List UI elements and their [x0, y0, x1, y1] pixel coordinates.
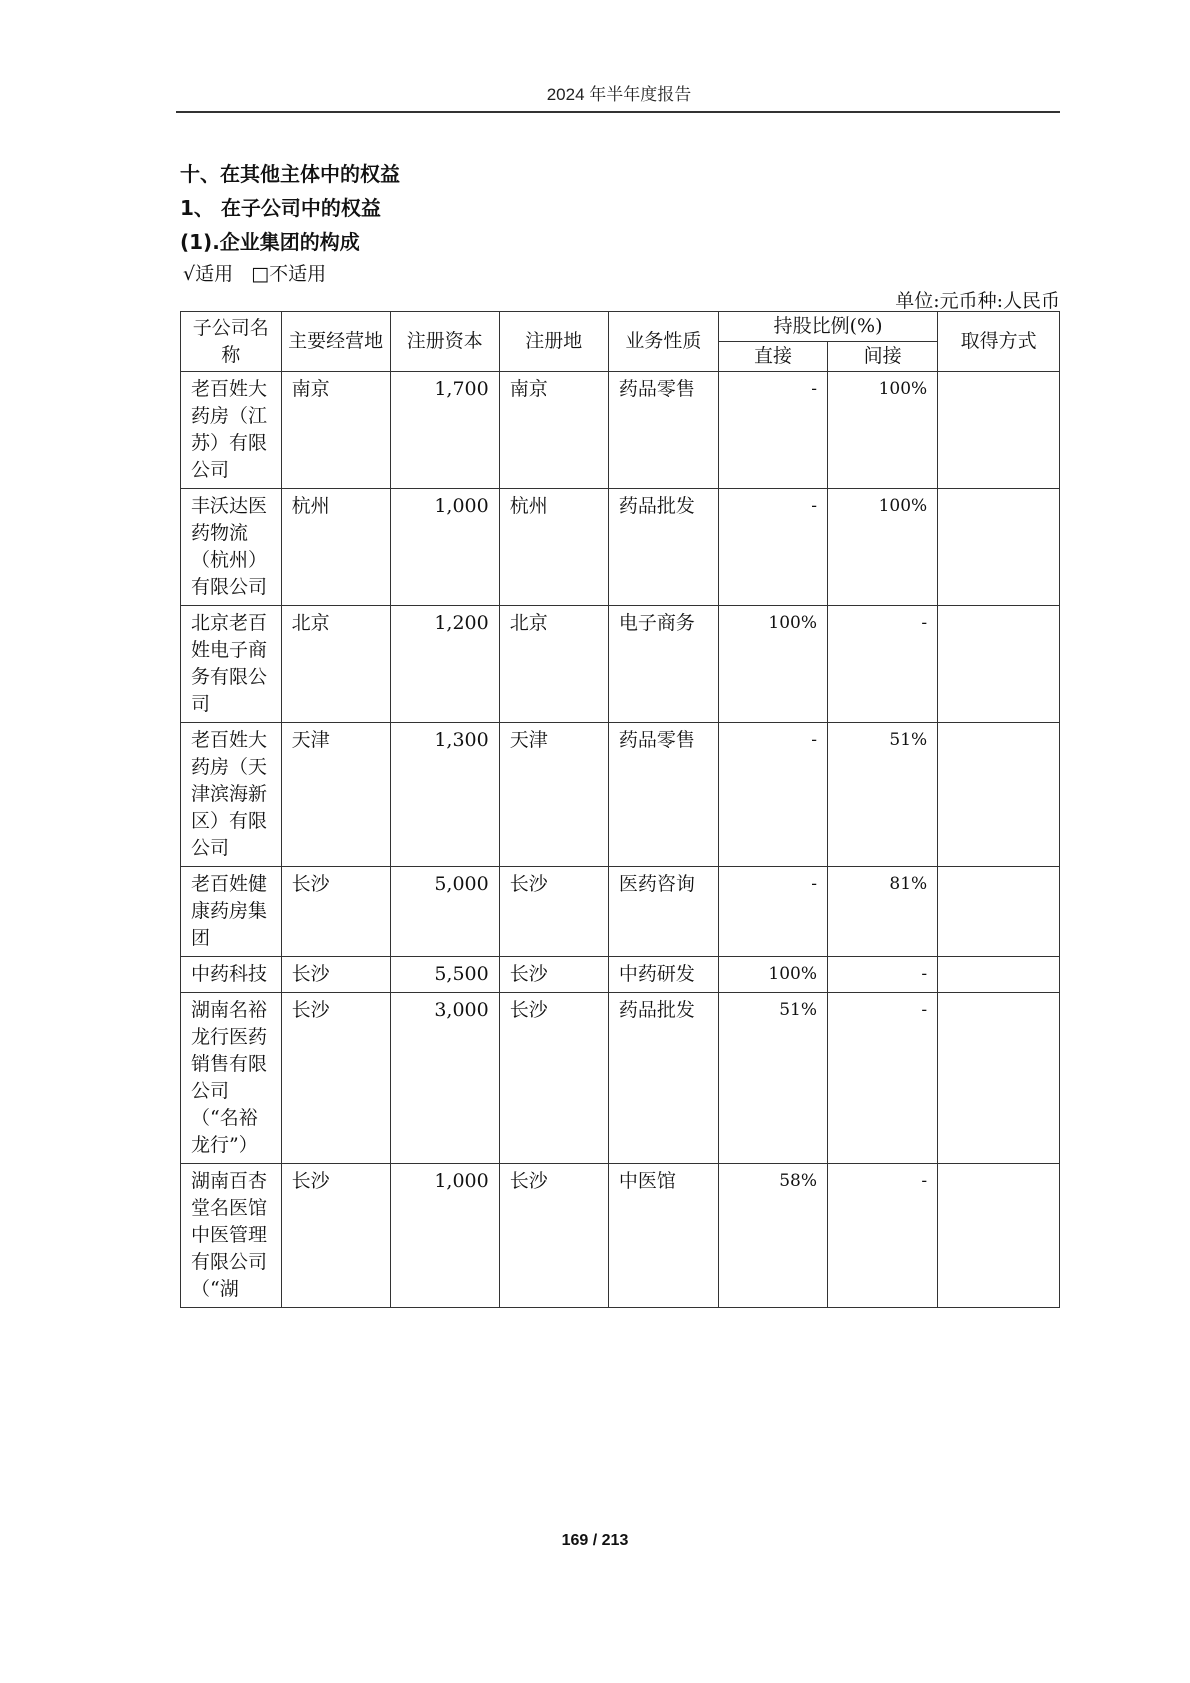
applicability-options [183, 259, 338, 286]
cell-business-nature: 药品批发 [608, 993, 718, 1164]
table-row [181, 867, 1060, 957]
not-applicable-option: □不适用 [251, 263, 327, 285]
cell-business-nature: 药品批发 [608, 489, 718, 606]
cell-main-place: 长沙 [281, 993, 390, 1164]
cell-registration-place: 北京 [499, 606, 608, 723]
table-row [181, 372, 1060, 489]
cell-registration-place: 杭州 [499, 489, 608, 606]
cell-main-place: 长沙 [281, 867, 390, 957]
cell-business-nature: 药品零售 [608, 372, 718, 489]
page-header: 2024 年半年度报告 [546, 85, 692, 104]
cell-acquisition-method [938, 489, 1060, 606]
cell-business-nature: 医药咨询 [608, 867, 718, 957]
cell-business-nature: 中医馆 [608, 1164, 718, 1308]
cell-main-place: 天津 [281, 723, 390, 867]
cell-registration-place: 长沙 [499, 957, 608, 993]
cell-direct-ratio: 51% [718, 993, 827, 1164]
cell-indirect-ratio: - [828, 1164, 938, 1308]
cell-business-nature: 药品零售 [608, 723, 718, 867]
cell-indirect-ratio: - [828, 606, 938, 723]
cell-business-nature: 中药研发 [608, 957, 718, 993]
cell-direct-ratio: - [718, 867, 827, 957]
table-row [181, 606, 1060, 723]
header-direct: 直接 [718, 342, 827, 372]
cell-direct-ratio: - [718, 489, 827, 606]
cell-direct-ratio: 100% [718, 606, 827, 723]
cell-registered-capital: 3,000 [390, 993, 499, 1164]
cell-subsidiary-name: 老百姓大药房（江苏）有限公司 [181, 372, 282, 489]
cell-indirect-ratio: 51% [828, 723, 938, 867]
cell-indirect-ratio: - [828, 957, 938, 993]
cell-subsidiary-name: 北京老百姓电子商务有限公司 [181, 606, 282, 723]
cell-registration-place: 长沙 [499, 1164, 608, 1308]
subsection-heading: 1、 在子公司中的权益 [180, 196, 381, 220]
cell-subsidiary-name: 老百姓大药房（天津滨海新区）有限公司 [181, 723, 282, 867]
cell-main-place: 长沙 [281, 957, 390, 993]
cell-subsidiary-name: 湖南百杏堂名医馆中医管理有限公司（“湖 [181, 1164, 282, 1308]
table-row [181, 957, 1060, 993]
header-main-place: 主要经营地 [281, 312, 390, 372]
cell-subsidiary-name: 中药科技 [181, 957, 282, 993]
header-registered-capital: 注册资本 [390, 312, 499, 372]
header-indirect: 间接 [828, 342, 938, 372]
header-subsidiary-name: 子公司名称 [181, 312, 282, 372]
currency-unit-note: 单位:元币种:人民币 [895, 290, 1060, 312]
cell-registration-place: 长沙 [499, 867, 608, 957]
cell-indirect-ratio: 100% [828, 372, 938, 489]
cell-acquisition-method [938, 957, 1060, 993]
table-row [181, 489, 1060, 606]
cell-subsidiary-name: 湖南名裕龙行医药销售有限公司（“名裕龙行”） [181, 993, 282, 1164]
header-divider [176, 111, 1060, 113]
cell-registered-capital: 1,200 [390, 606, 499, 723]
cell-registered-capital: 1,300 [390, 723, 499, 867]
table-row [181, 723, 1060, 867]
cell-direct-ratio: 58% [718, 1164, 827, 1308]
cell-main-place: 长沙 [281, 1164, 390, 1308]
subsidiary-table [180, 311, 1060, 1308]
cell-direct-ratio: 100% [718, 957, 827, 993]
header-registration-place: 注册地 [499, 312, 608, 372]
sub-subsection-heading: (1).企业集团的构成 [180, 230, 360, 254]
page-number: 169 / 213 [561, 1532, 629, 1549]
cell-main-place: 北京 [281, 606, 390, 723]
cell-subsidiary-name: 老百姓健康药房集团 [181, 867, 282, 957]
cell-registration-place: 长沙 [499, 993, 608, 1164]
cell-acquisition-method [938, 993, 1060, 1164]
applicable-option: √适用 [183, 263, 234, 285]
cell-acquisition-method [938, 723, 1060, 867]
cell-registered-capital: 1,000 [390, 489, 499, 606]
cell-registered-capital: 5,000 [390, 867, 499, 957]
cell-business-nature: 电子商务 [608, 606, 718, 723]
cell-main-place: 杭州 [281, 489, 390, 606]
cell-main-place: 南京 [281, 372, 390, 489]
cell-registered-capital: 1,700 [390, 372, 499, 489]
cell-registration-place: 天津 [499, 723, 608, 867]
cell-direct-ratio: - [718, 372, 827, 489]
table-row [181, 1164, 1060, 1308]
section-heading: 十、在其他主体中的权益 [180, 162, 400, 186]
cell-subsidiary-name: 丰沃达医药物流（杭州）有限公司 [181, 489, 282, 606]
cell-acquisition-method [938, 1164, 1060, 1308]
cell-acquisition-method [938, 867, 1060, 957]
cell-indirect-ratio: 100% [828, 489, 938, 606]
cell-registered-capital: 1,000 [390, 1164, 499, 1308]
table-row [181, 993, 1060, 1164]
header-acquisition-method: 取得方式 [938, 312, 1060, 372]
cell-registration-place: 南京 [499, 372, 608, 489]
header-business-nature: 业务性质 [608, 312, 718, 372]
cell-indirect-ratio: 81% [828, 867, 938, 957]
cell-indirect-ratio: - [828, 993, 938, 1164]
cell-registered-capital: 5,500 [390, 957, 499, 993]
cell-direct-ratio: - [718, 723, 827, 867]
cell-acquisition-method [938, 372, 1060, 489]
header-holding-ratio: 持股比例(%) [718, 312, 937, 342]
cell-acquisition-method [938, 606, 1060, 723]
